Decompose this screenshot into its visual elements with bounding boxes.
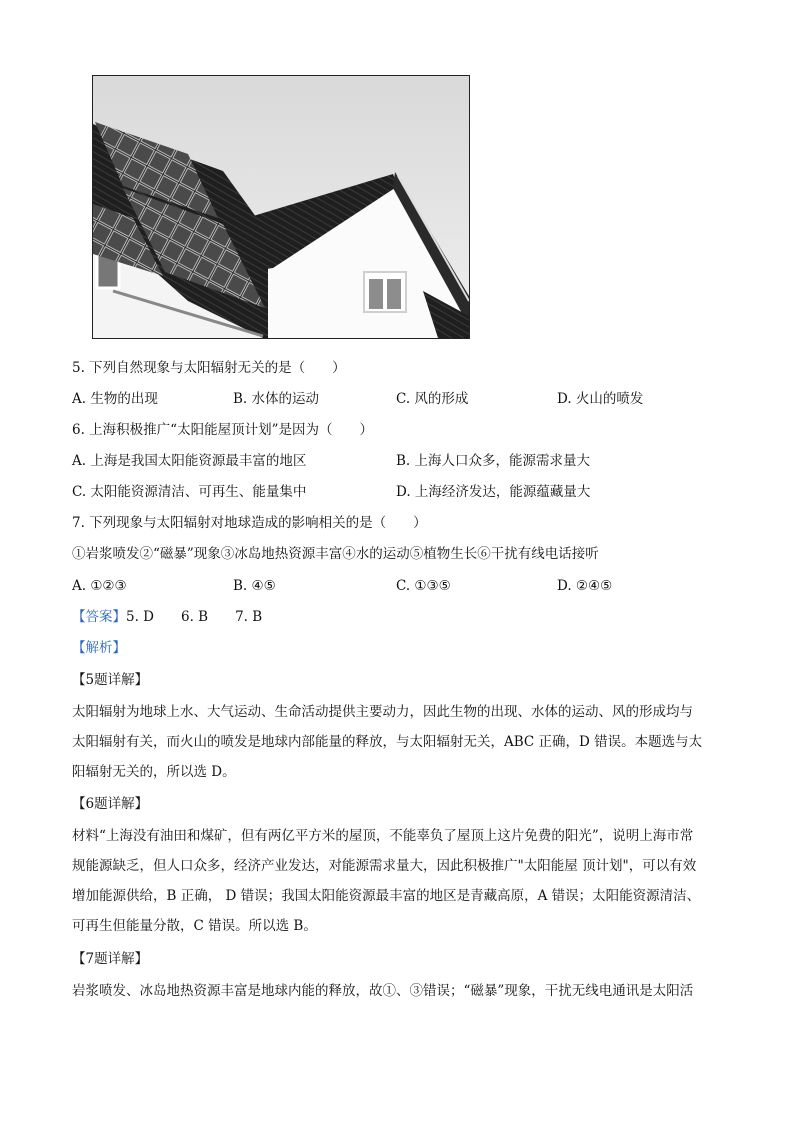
answer-tag: 【答案】 — [72, 609, 126, 625]
detail-6-line-3: 增加能源供给，B 正确， D 错误；我国太阳能资源最丰富的地区是青藏高原，A 错误；太阳能资源清洁、 — [72, 888, 701, 904]
question-5-option-b: B. 水体的运动 — [233, 391, 320, 407]
question-5-option-a: A. 生物的出现 — [72, 391, 158, 407]
question-6-option-c: C. 太阳能资源清洁、可再生、能量集中 — [72, 484, 307, 500]
detail-5-heading: 【5题详解】 — [72, 672, 149, 688]
detail-6-body — [72, 821, 724, 941]
detail-7-heading: 【7题详解】 — [72, 951, 149, 967]
question-5-stem: 5. 下列自然现象与太阳辐射无关的是（ ） — [72, 360, 346, 376]
question-5-option-c: C. 风的形成 — [396, 391, 469, 407]
question-7-option-a: A. ①②③ — [72, 578, 127, 594]
detail-6-heading: 【6题详解】 — [72, 796, 149, 812]
detail-7-body — [72, 976, 724, 1006]
question-6-option-a: A. 上海是我国太阳能资源最丰富的地区 — [72, 453, 307, 469]
question-6-stem: 6. 上海积极推广“太阳能屋顶计划”是因为（ ） — [72, 422, 373, 438]
question-6-option-d: D. 上海经济发达，能源蕴藏量大 — [396, 484, 591, 500]
detail-7-line-1: 岩浆喷发、冰岛地热资源丰富是地球内能的释放，故①、③错误；“磁暴”现象，干扰无线电通讯是太阳活 — [72, 983, 694, 999]
detail-6-line-2: 规能源缺乏，但人口众多，经济产业发达，对能源需求量大，因此积极推广"太阳能屋 顶计划"，可以有效 — [72, 858, 697, 874]
question-7-option-d: D. ②④⑤ — [557, 578, 613, 594]
solar-house-photo — [92, 75, 470, 339]
question-7-option-c: C. ①③⑤ — [396, 578, 451, 594]
question-7-stem: 7. 下列现象与太阳辐射对地球造成的影响相关的是（ ） — [72, 515, 427, 531]
detail-5-line-2: 太阳辐射有关，而火山的喷发是地球内部能量的释放，与太阳辐射无关，ABC 正确，D 错误。本题选与太 — [72, 734, 703, 750]
question-7-statements: ①岩浆喷发②“磁暴”现象③冰岛地热资源丰富④水的运动⑤植物生长⑥干扰有线电话接听 — [72, 546, 599, 562]
detail-5-line-1: 太阳辐射为地球上水、大气运动、生命活动提供主要动力，因此生物的出现、水体的运动、风的形成均与 — [72, 704, 693, 720]
question-5-option-d: D. 火山的喷发 — [557, 391, 644, 407]
question-6-option-b: B. 上海人口众多，能源需求量大 — [396, 453, 591, 469]
detail-5-body — [72, 697, 724, 787]
answer-text: 5. D 6. B 7. B — [126, 609, 263, 625]
detail-6-line-4: 可再生但能量分散，C 错误。所以选 B。 — [72, 918, 317, 934]
detail-5-line-3: 阳辐射无关的，所以选 D。 — [72, 764, 236, 780]
detail-6-line-1: 材料“上海没有油田和煤矿，但有两亿平方米的屋顶，不能辜负了屋顶上这片免费的阳光”，说明上海市常 — [72, 828, 694, 844]
question-7-option-b: B. ④⑤ — [233, 578, 276, 594]
answer-line — [72, 607, 262, 627]
analysis-tag: 【解析】 — [72, 640, 126, 656]
